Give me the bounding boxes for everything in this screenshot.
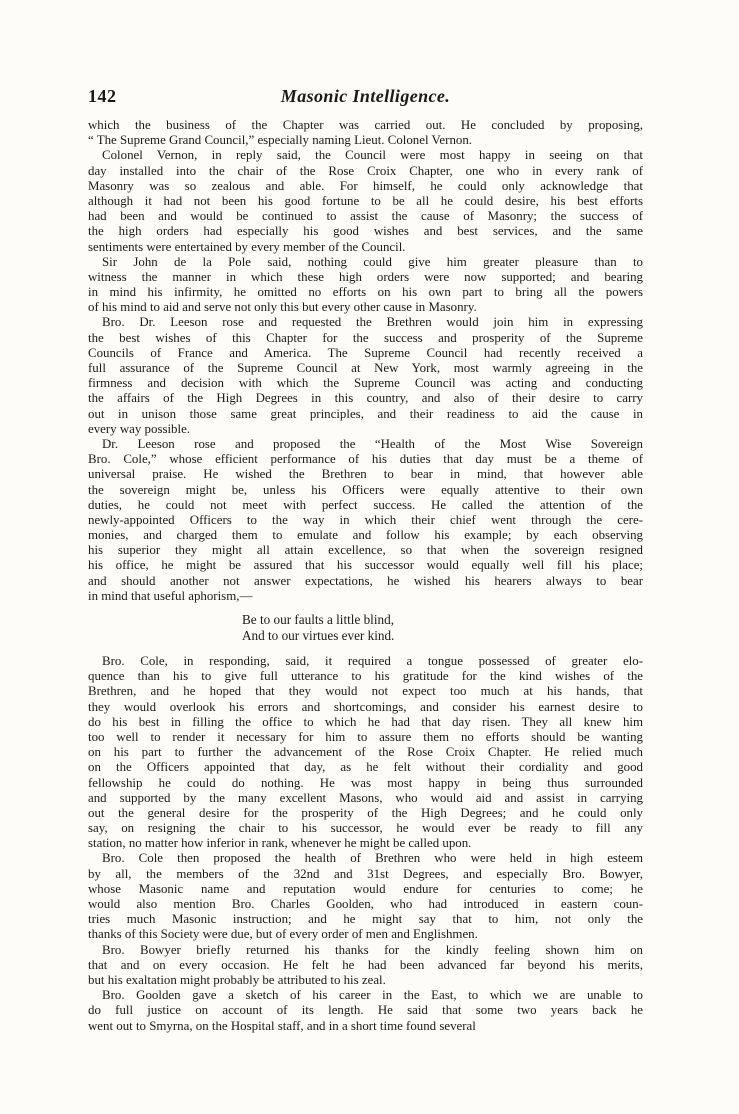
paragraph: [88, 315, 643, 437]
text-line: duties, he could not meet with perfect success. He called the attention of the: [88, 497, 643, 512]
text-line: Bro. Goolden gave a sketch of his career in the East, to which we are unable to: [102, 988, 643, 1003]
paragraph: [88, 851, 643, 942]
text-line: every way possible.: [88, 421, 191, 436]
text-line: and supported by the many excellent Masons, who would aid and assist in carrying: [88, 790, 643, 805]
text-line: Bro. Dr. Leeson rose and requested the Brethren would join him in expressing: [102, 315, 643, 330]
text-line: sentiments were entertained by every member of the Council.: [88, 239, 406, 254]
verse-line: Be to our faults a little blind,: [242, 612, 394, 627]
text-line: the sovereign might be, unless his Officers were equally attentive to their own: [88, 482, 643, 497]
text-line: quence than his to give full utterance to his gratitude for the kind wishes of the: [88, 669, 643, 684]
text-line: Colonel Vernon, in reply said, the Council were most happy in seeing on that: [102, 148, 643, 163]
text-line: firmness and decision with which the Supreme Council was acting and conducting: [88, 376, 643, 391]
text-line: in mind that useful aphorism,—: [88, 588, 253, 603]
text-line: monies, and charged them to emulate and follow his example; by each observing: [88, 528, 643, 543]
text-line: Sir John de la Pole said, nothing could give him greater pleasure than to: [102, 254, 643, 269]
text-line: Masonry was so zealous and able. For himself, he could only acknowledge that: [88, 178, 643, 193]
paragraph: [88, 654, 643, 851]
text-line: newly-appointed Officers to the way in which their chief went through the cere-: [88, 512, 643, 527]
text-line: witness the manner in which these high orders were now supported; and bearing: [88, 269, 643, 284]
text-line: of his mind to aid and serve not only this but every other cause in Masonry.: [88, 300, 477, 315]
paragraph: [88, 437, 643, 604]
text-line: went out to Smyrna, on the Hospital staff, and in a short time found several: [88, 1018, 476, 1033]
text-line: “ The Supreme Grand Council,” especially naming Lieut. Colonel Vernon.: [88, 133, 472, 148]
text-line: would also mention Bro. Charles Goolden, who had introduced in eastern coun-: [88, 897, 643, 911]
page-header: [88, 86, 643, 110]
text-line: in mind his infirmity, he omitted no efforts on his own part to bring all the powers: [88, 285, 643, 300]
running-head: Masonic Intelligence.: [280, 86, 451, 106]
text-line: which the business of the Chapter was carried out. He concluded by proposing,: [88, 118, 643, 132]
verse-line: And to our virtues ever kind.: [242, 628, 395, 643]
text-line: on the Officers appointed that day, as he felt without their cordiality and good: [88, 760, 643, 775]
article-body: [88, 118, 643, 1034]
text-line: Bro. Bowyer briefly returned his thanks for the kindly feeling shown him on: [102, 942, 643, 957]
text-line: they would overlook his errors and shortcomings, and consider his earnest desire to: [88, 699, 643, 714]
paragraph: [88, 255, 643, 316]
text-line: universal praise. He wished the Brethren to bear in mind, that however able: [88, 467, 643, 482]
verse-block: [88, 612, 643, 644]
text-line: out the general desire for the prosperity of the High Degrees; and he could only: [88, 805, 643, 820]
paragraph: [88, 943, 643, 989]
text-line: whose Masonic name and reputation would endure for centuries to come; he: [88, 881, 643, 896]
paragraph: [88, 118, 643, 148]
text-line: although it had not been his good fortune to be all he could desire, his best efforts: [88, 193, 643, 208]
text-line: day installed into the chair of the Rose Croix Chapter, one who in every rank of: [88, 163, 643, 178]
paragraphs-after-verse: [88, 654, 643, 1034]
text-line: and should another not answer expectations, he wished his hearers always to bear: [88, 573, 643, 588]
text-line: do full justice on account of its length. He said that some two years back he: [88, 1003, 643, 1018]
text-line: that and on every occasion. He felt he had been advanced far beyond his merits,: [88, 957, 643, 972]
paragraph: [88, 148, 643, 254]
text-line: had been and would be continued to assist the cause of Masonry; the success of: [88, 209, 643, 224]
text-line: fellowship he could do nothing. He was most happy in being thus surrounded: [88, 775, 643, 790]
text-line: too well to render it necessary for him to assure them no efforts should be wanting: [88, 729, 643, 744]
text-line: Councils of France and America. The Supreme Council had recently received a: [88, 345, 643, 360]
text-line: Bro. Cole,” whose efficient performance of his duties that day must be a theme of: [88, 452, 643, 467]
text-line: the high orders had especially his good wishes and best services, and the same: [88, 224, 643, 239]
text-line: by all, the members of the 32nd and 31st Degrees, and especially Bro. Bowyer,: [88, 866, 643, 881]
paragraphs-before-verse: [88, 118, 643, 604]
text-line: do his best in filling the office to which he had that day risen. They all knew him: [88, 714, 643, 729]
text-line: thanks of this Society were due, but of every order of men and Englishmen.: [88, 927, 478, 942]
text-line: say, on resigning the chair to his successor, he would ever be ready to fill any: [88, 821, 643, 836]
page-number: 142: [88, 86, 117, 106]
text-line: Bro. Cole, in responding, said, it required a tongue possessed of greater elo-: [102, 654, 643, 668]
paragraph: [88, 988, 643, 1034]
text-line: full assurance of the Supreme Council at New York, most warmly agreeing in the: [88, 361, 643, 375]
text-line: his office, he might be assured that his successor would equally well fill his place;: [88, 558, 643, 573]
text-line: Brethren, and he hoped that they would not expect too much at his hands, that: [88, 684, 643, 699]
text-line: but his exaltation might probably be attributed to his zeal.: [88, 972, 386, 987]
text-line: out in unison those same great principles, and their readiness to aid the cause in: [88, 406, 643, 421]
text-line: on his part to further the advancement of the Rose Croix Chapter. He relied much: [88, 745, 643, 760]
text-line: Dr. Leeson rose and proposed the “Health of the Most Wise Sovereign: [102, 436, 643, 451]
text-line: the best wishes of this Chapter for the success and prosperity of the Supreme: [88, 330, 643, 345]
text-line: Bro. Cole then proposed the health of Brethren who were held in high esteem: [102, 851, 643, 866]
text-line: station, no matter how inferior in rank, whenever he might be called upon.: [88, 836, 472, 851]
text-line: his superior they might all attain excellence, so that when the sovereign resigned: [88, 543, 643, 558]
text-line: the affairs of the High Degrees in this country, and also of their desire to carry: [88, 391, 643, 406]
text-line: tries much Masonic instruction; and he might say that to him, not only the: [88, 912, 643, 927]
